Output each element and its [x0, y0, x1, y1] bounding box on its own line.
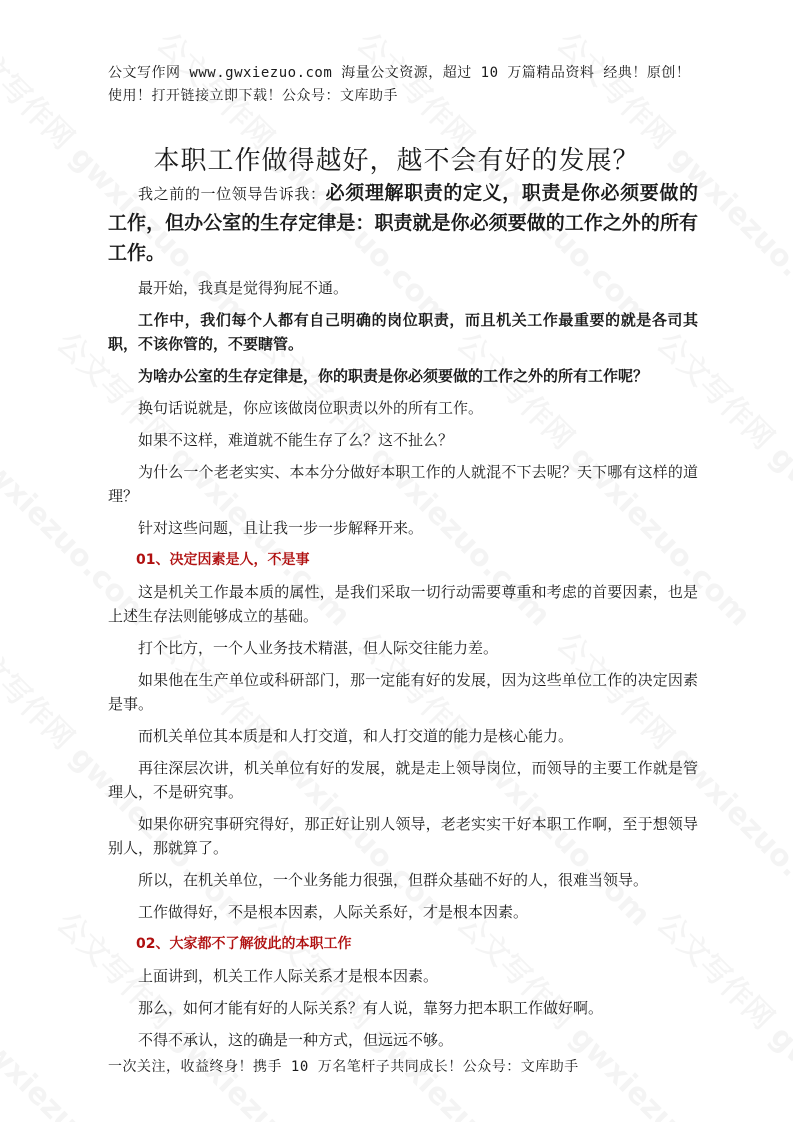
paragraph: 如果你研究事研究得好，那正好让别人领导，老老实实干好本职工作啊，至于想领导别人，那就算了。 — [108, 815, 698, 857]
page-header — [108, 62, 708, 108]
paragraph: 如果他在生产单位或科研部门，那一定能有好的发展，因为这些单位工作的决定因素是事。 — [108, 671, 698, 713]
paragraph: 换句话说就是，你应该做岗位职责以外的所有工作。 — [138, 399, 484, 417]
paragraph: 上面讲到，机关工作人际关系才是根本因素。 — [138, 967, 439, 985]
paragraph: 所以，在机关单位，一个业务能力很强，但群众基础不好的人，很难当领导。 — [138, 871, 649, 889]
page-footer: 一次关注，收益终身！携手 10 万名笔杆子共同成长！公众号：文库助手 — [108, 1059, 579, 1075]
paragraph: 工作做得好，不是根本因素，人际关系好，才是根本因素。 — [138, 903, 529, 921]
paragraph: 为啥办公室的生存定律是，你的职责是你必须要做的工作之外的所有工作呢？ — [138, 367, 649, 385]
intro-paragraph — [108, 178, 698, 268]
paragraph: 而机关单位其本质是和人打交道，和人打交道的能力是核心能力。 — [138, 727, 574, 745]
paragraph: 再往深层次讲，机关单位有好的发展，就是走上领导岗位，而领导的主要工作就是管理人，不是研究事。 — [108, 759, 698, 801]
intro-bold: 必须理解职责的定义，职责是你必须要做的工作，但办公室的生存定律是：职责就是你必须要做的工作之外的所有工作。 — [108, 182, 698, 264]
article-title: 本职工作做得越好，越不会有好的发展？ — [153, 146, 640, 176]
intro-lead: 我之前的一位领导告诉我： — [138, 185, 326, 203]
paragraph: 针对这些问题，且让我一步一步解释开来。 — [138, 519, 424, 537]
section-heading: 01、决定因素是人，不是事 — [136, 552, 310, 568]
article-body — [108, 178, 698, 1060]
section-heading: 02、大家都不了解彼此的本职工作 — [136, 936, 352, 952]
paragraph: 为什么一个老老实实、本本分分做好本职工作的人就混不下去呢？天下哪有这样的道理？ — [108, 463, 698, 505]
header-line-1: 公文写作网 www.gwxiezuo.com 海量公文资源，超过 10 万篇精品资料 经典！原创！ — [108, 65, 691, 81]
paragraph: 不得不承认，这的确是一种方式，但远远不够。 — [138, 1031, 454, 1049]
paragraph: 工作中，我们每个人都有自己明确的岗位职责，而且机关工作最重要的就是各司其职，不该你管的，不要瞎管。 — [108, 311, 698, 353]
paragraph: 打个比方，一个人业务技术精湛，但人际交往能力差。 — [138, 639, 499, 657]
paragraph: 那么，如何才能有好的人际关系？有人说，靠努力把本职工作做好啊。 — [138, 999, 604, 1017]
paragraph-list — [108, 276, 698, 1052]
paragraph: 最开始，我真是觉得狗屁不通。 — [138, 279, 349, 297]
paragraph: 如果不这样，难道就不能生存了么？这不扯么？ — [138, 431, 454, 449]
paragraph: 这是机关工作最本质的属性，是我们采取一切行动需要尊重和考虑的首要因素，也是上述生存法则能够成立的基础。 — [108, 583, 698, 625]
header-line-2: 使用！打开链接立即下载！公众号：文库助手 — [108, 88, 398, 104]
